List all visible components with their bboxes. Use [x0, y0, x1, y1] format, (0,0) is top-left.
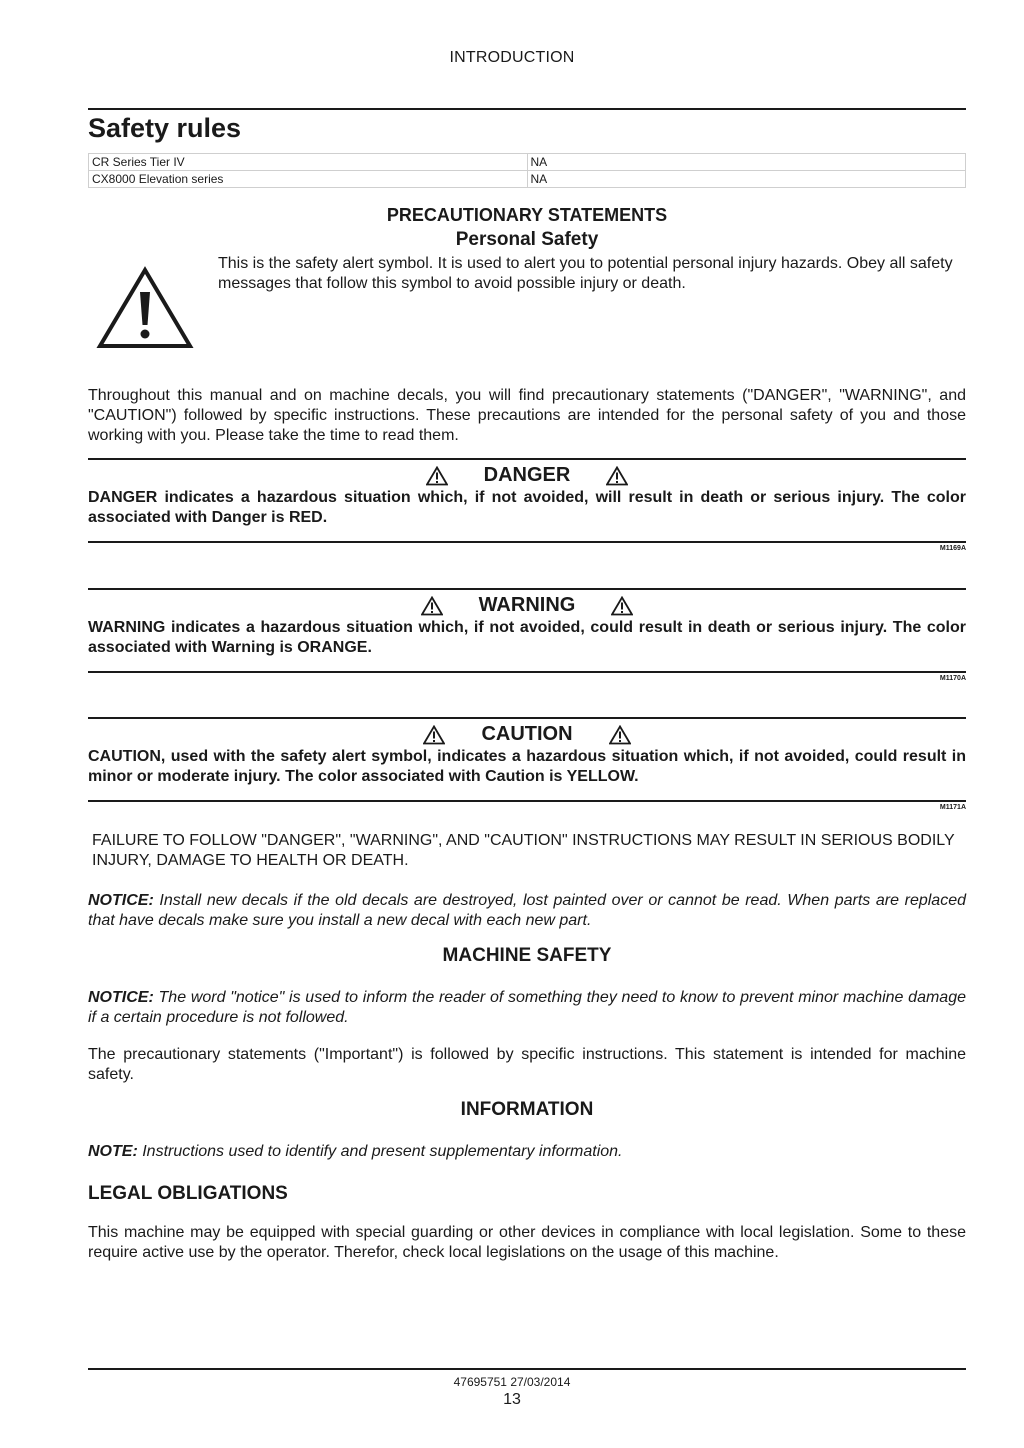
notice-label: NOTICE:: [88, 989, 154, 1006]
warning-label: WARNING: [478, 594, 576, 616]
note-text: Instructions used to identify and present supplementary information.: [142, 1143, 623, 1160]
warning-triangle-icon: [606, 466, 628, 486]
warning-triangle-icon: [423, 725, 445, 745]
model-cell: CR Series Tier IV: [89, 154, 528, 171]
danger-top-rule: [88, 458, 966, 460]
warning-code: M1170A: [939, 675, 966, 682]
caution-top-rule: [88, 717, 966, 719]
caution-bottom-rule: [88, 800, 966, 802]
alert-symbol-description: This is the safety alert symbol. It is used to alert you to potential personal injury hazards. Obey all safety messages that follow this symbol to avoid possible injury or death.: [218, 255, 953, 292]
safety-alert-icon: [96, 266, 194, 350]
header-rule: [88, 108, 966, 110]
danger-heading: [88, 464, 966, 487]
note-label: NOTE:: [88, 1143, 138, 1160]
information-heading: INFORMATION: [460, 1099, 594, 1120]
notice-text: The word "notice" is used to inform the reader of something they need to know to prevent minor machine damage if a certain procedure is not followed.: [88, 989, 966, 1026]
page-title: Safety rules: [88, 113, 242, 143]
warning-bottom-rule: [88, 671, 966, 673]
model-cell: CX8000 Elevation series: [89, 171, 528, 188]
caution-code: M1171A: [939, 804, 966, 811]
status-cell: NA: [527, 154, 966, 171]
caution-description: CAUTION, used with the safety alert symbol, indicates a hazardous situation which, if not avoided, could result in minor or moderate injury. The color associated with Caution is YELLOW.: [88, 748, 966, 785]
machine-safety-text: The precautionary statements ("Important") is followed by specific instructions. This statement is intended for machine safety.: [88, 1046, 966, 1083]
danger-description: DANGER indicates a hazardous situation which, if not avoided, will result in death or serious injury. The color associated with Danger is RED.: [88, 489, 966, 526]
notice-label: NOTICE:: [88, 892, 154, 909]
table-row: [89, 171, 966, 188]
applicability-table: [88, 153, 966, 188]
footer-rule: [88, 1368, 966, 1370]
legal-obligations-text: This machine may be equipped with special guarding or other devices in compliance with local legislation. Some to these require active use by the operator. Therefor, check local legislations on the usage of this machine.: [88, 1224, 966, 1261]
warning-top-rule: [88, 588, 966, 590]
status-cell: NA: [527, 171, 966, 188]
caution-heading: [88, 723, 966, 746]
danger-code: M1169A: [939, 545, 966, 552]
machine-safety-heading: MACHINE SAFETY: [442, 945, 612, 966]
warning-description: WARNING indicates a hazardous situation which, if not avoided, could result in death or serious injury. The color associated with Warning is ORANGE.: [88, 619, 966, 656]
precautionary-intro: Throughout this manual and on machine decals, you will find precautionary statements ("DANGER", "WARNING", and "CAUTION") followed by specific instructions. These precautions are intended for the personal safety of you and those working with you. Please take the time to read them.: [88, 387, 966, 444]
notice-text: Install new decals if the old decals are destroyed, lost painted over or cannot be read. When parts are replaced that have decals make sure you install a new decal with each new part.: [88, 892, 967, 929]
warning-triangle-icon: [426, 466, 448, 486]
caution-label: CAUTION: [481, 723, 573, 745]
warning-triangle-icon: [421, 596, 443, 616]
warning-triangle-icon: [609, 725, 631, 745]
page-number: 13: [503, 1391, 521, 1408]
running-header: INTRODUCTION: [449, 49, 575, 66]
warning-heading: [88, 594, 966, 617]
personal-safety-heading: Personal Safety: [455, 229, 599, 250]
document-reference: 47695751 27/03/2014: [453, 1375, 571, 1389]
failure-statement: FAILURE TO FOLLOW "DANGER", "WARNING", AND "CAUTION" INSTRUCTIONS MAY RESULT IN SERIOUS BODILY INJURY, DAMAGE TO HEALTH OR DEATH.: [92, 832, 955, 869]
danger-bottom-rule: [88, 541, 966, 543]
precautionary-heading: PRECAUTIONARY STATEMENTS: [386, 205, 668, 225]
warning-triangle-icon: [611, 596, 633, 616]
legal-obligations-heading: LEGAL OBLIGATIONS: [88, 1183, 288, 1204]
table-row: [89, 154, 966, 171]
machine-safety-notice: [88, 988, 966, 1028]
information-note: [88, 1142, 966, 1162]
danger-label: DANGER: [483, 464, 571, 486]
decal-notice: [88, 891, 966, 931]
